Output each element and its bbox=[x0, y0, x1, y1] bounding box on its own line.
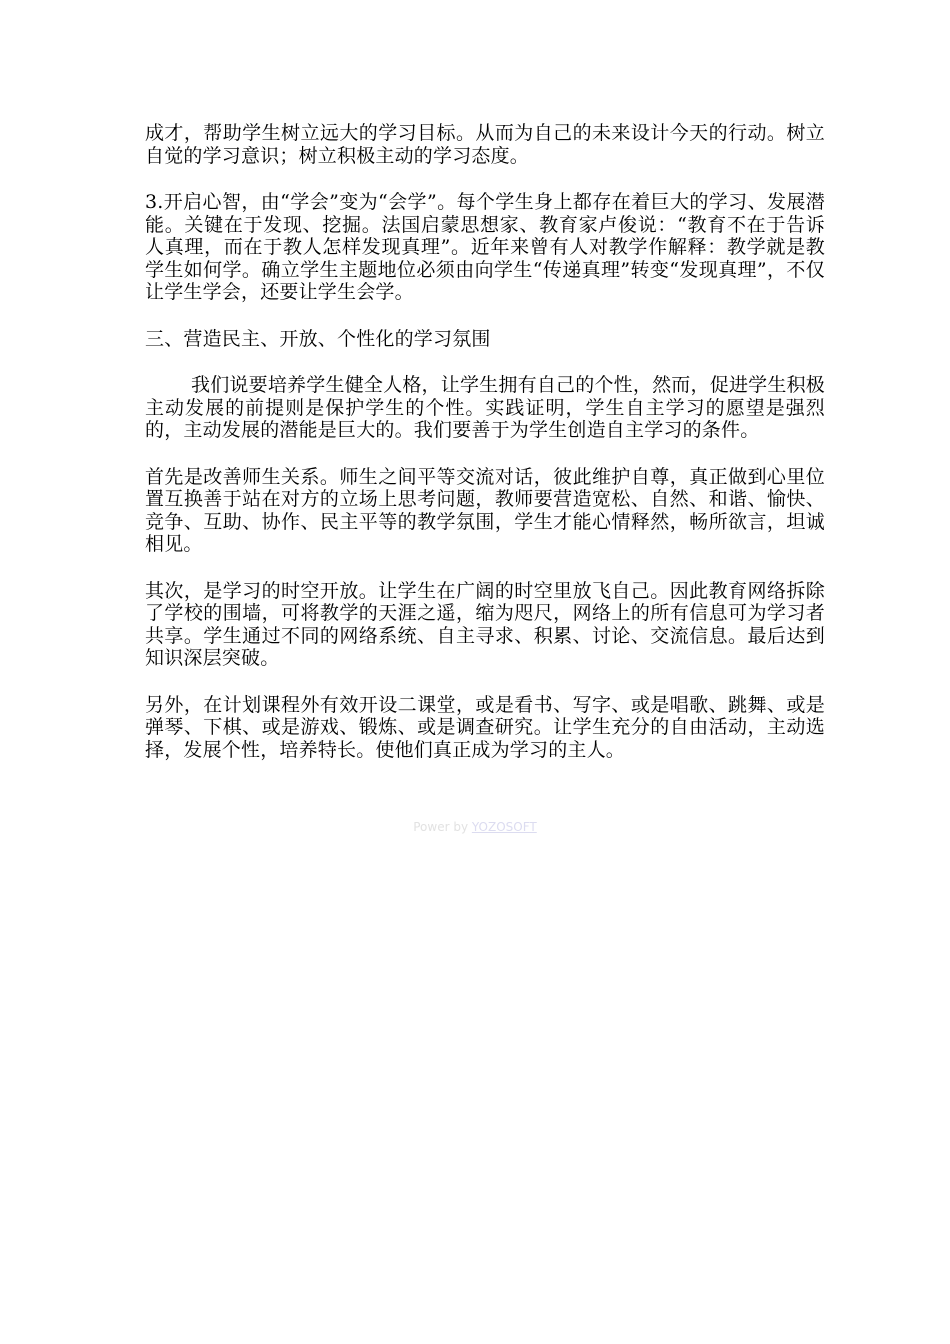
document-body bbox=[145, 122, 825, 761]
paragraph-second-classroom: 另外，在计划课程外有效开设二课堂，或是看书、写字、或是唱歌、跳舞、或是弹琴、下棋、或是游戏、锻炼、或是调查研究。让学生充分的自由活动，主动选择，发展个性，培养特长。使他们真正成为学习的主人。 bbox=[145, 693, 825, 761]
paragraph-relationship: 首先是改善师生关系。师生之间平等交流对话，彼此维护自尊，真正做到心里位置互换善于站在对方的立场上思考问题，教师要营造宽松、自然、和谐、愉快、竞争、互助、协作、民主平等的教学氛围，学生才能心情释然，畅所欲言，坦诚相见。 bbox=[145, 465, 825, 555]
paragraph-openness: 其次，是学习的时空开放。让学生在广阔的时空里放飞自己。因此教育网络拆除了学校的围墙，可将教学的天涯之遥，缩为咫尺，网络上的所有信息可为学习者共享。学生通过不同的网络系统、自主寻求、积累、讨论、交流信息。最后达到知识深层突破。 bbox=[145, 579, 825, 669]
section-heading: 三、营造民主、开放、个性化的学习氛围 bbox=[145, 327, 491, 350]
footer-prefix: Power by bbox=[413, 820, 472, 834]
paragraph-personality: 我们说要培养学生健全人格，让学生拥有自己的个性，然而，促进学生积极主动发展的前提则是保护学生的个性。实践证明，学生自主学习的愿望是强烈的，主动发展的潜能是巨大的。我们要善于为学生创造自主学习的条件。 bbox=[145, 374, 825, 441]
paragraph-goals: 成才，帮助学生树立远大的学习目标。从而为自己的未来设计今天的行动。树立自觉的学习意识；树立积极主动的学习态度。 bbox=[145, 122, 825, 167]
paragraph-open-mind: 3.开启心智，由“学会”变为“会学”。每个学生身上都存在着巨大的学习、发展潜能。关键在于发现、挖掘。法国启蒙思想家、教育家卢俊说：“教育不在于告诉人真理，而在于教人怎样发现真理”。近年来曾有人对教学作解释：教学就是教学生如何学。确立学生主题地位必须由向学生“传递真理”转变“发现真理”，不仅让学生学会，还要让学生会学。 bbox=[145, 191, 825, 303]
yozosoft-link[interactable]: YOZOSOFT bbox=[471, 820, 537, 834]
watermark-footer bbox=[0, 820, 950, 834]
